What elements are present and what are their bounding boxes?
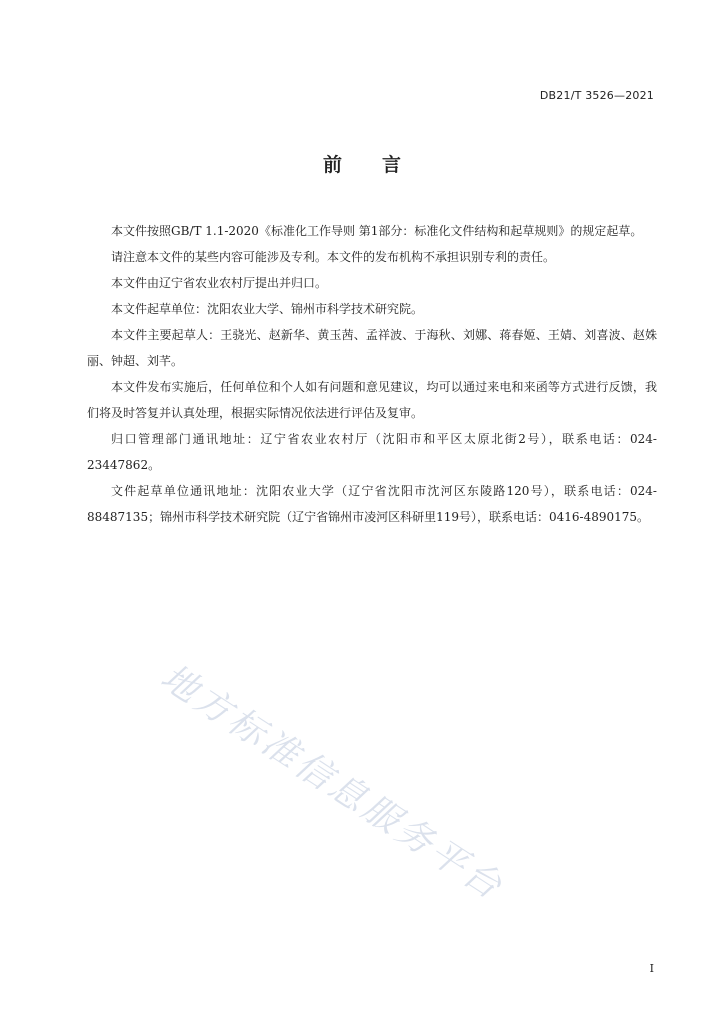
paragraph-drafting-rules: 本文件按照GB/T 1.1-2020《标准化工作导则 第1部分：标准化文件结构和起草规则》的规定起草。	[111, 224, 643, 238]
paragraph-drafting-units: 本文件起草单位：沈阳农业大学、锦州市科学技术研究院。	[111, 302, 424, 316]
paragraph-drafters: 本文件主要起草人：王骁光、赵新华、黄玉茜、孟祥波、于海秋、刘娜、蒋春姬、王婧、刘喜波、赵姝丽、钟超、刘芊。	[87, 328, 657, 368]
page-title	[0, 150, 724, 177]
paragraph-admin-address: 归口管理部门通讯地址：辽宁省农业农村厅（沈阳市和平区太原北街2号），联系电话：024-23447862。	[87, 432, 657, 472]
watermark-text: 地方标准信息服务平台	[153, 656, 512, 909]
document-body	[87, 218, 657, 530]
paragraph-patent-notice: 请注意本文件的某些内容可能涉及专利。本文件的发布机构不承担识别专利的责任。	[111, 250, 556, 264]
standard-code: DB21/T 3526—2021	[539, 89, 654, 102]
title-char-1: 前	[322, 154, 342, 176]
paragraph-proposer: 本文件由辽宁省农业农村厅提出并归口。	[111, 276, 328, 290]
title-char-2: 言	[382, 154, 402, 176]
paragraph-feedback: 本文件发布实施后，任何单位和个人如有问题和意见建议，均可以通过来电和来函等方式进行反馈，我们将及时答复并认真处理，根据实际情况依法进行评估及复审。	[87, 380, 657, 420]
paragraph-drafter-address: 文件起草单位通讯地址：沈阳农业大学（辽宁省沈阳市沈河区东陵路120号），联系电话：024-88487135；锦州市科学技术研究院（辽宁省锦州市凌河区科研里119号），联系电话：0416-4890175。	[87, 484, 657, 524]
page-number: I	[649, 962, 654, 975]
